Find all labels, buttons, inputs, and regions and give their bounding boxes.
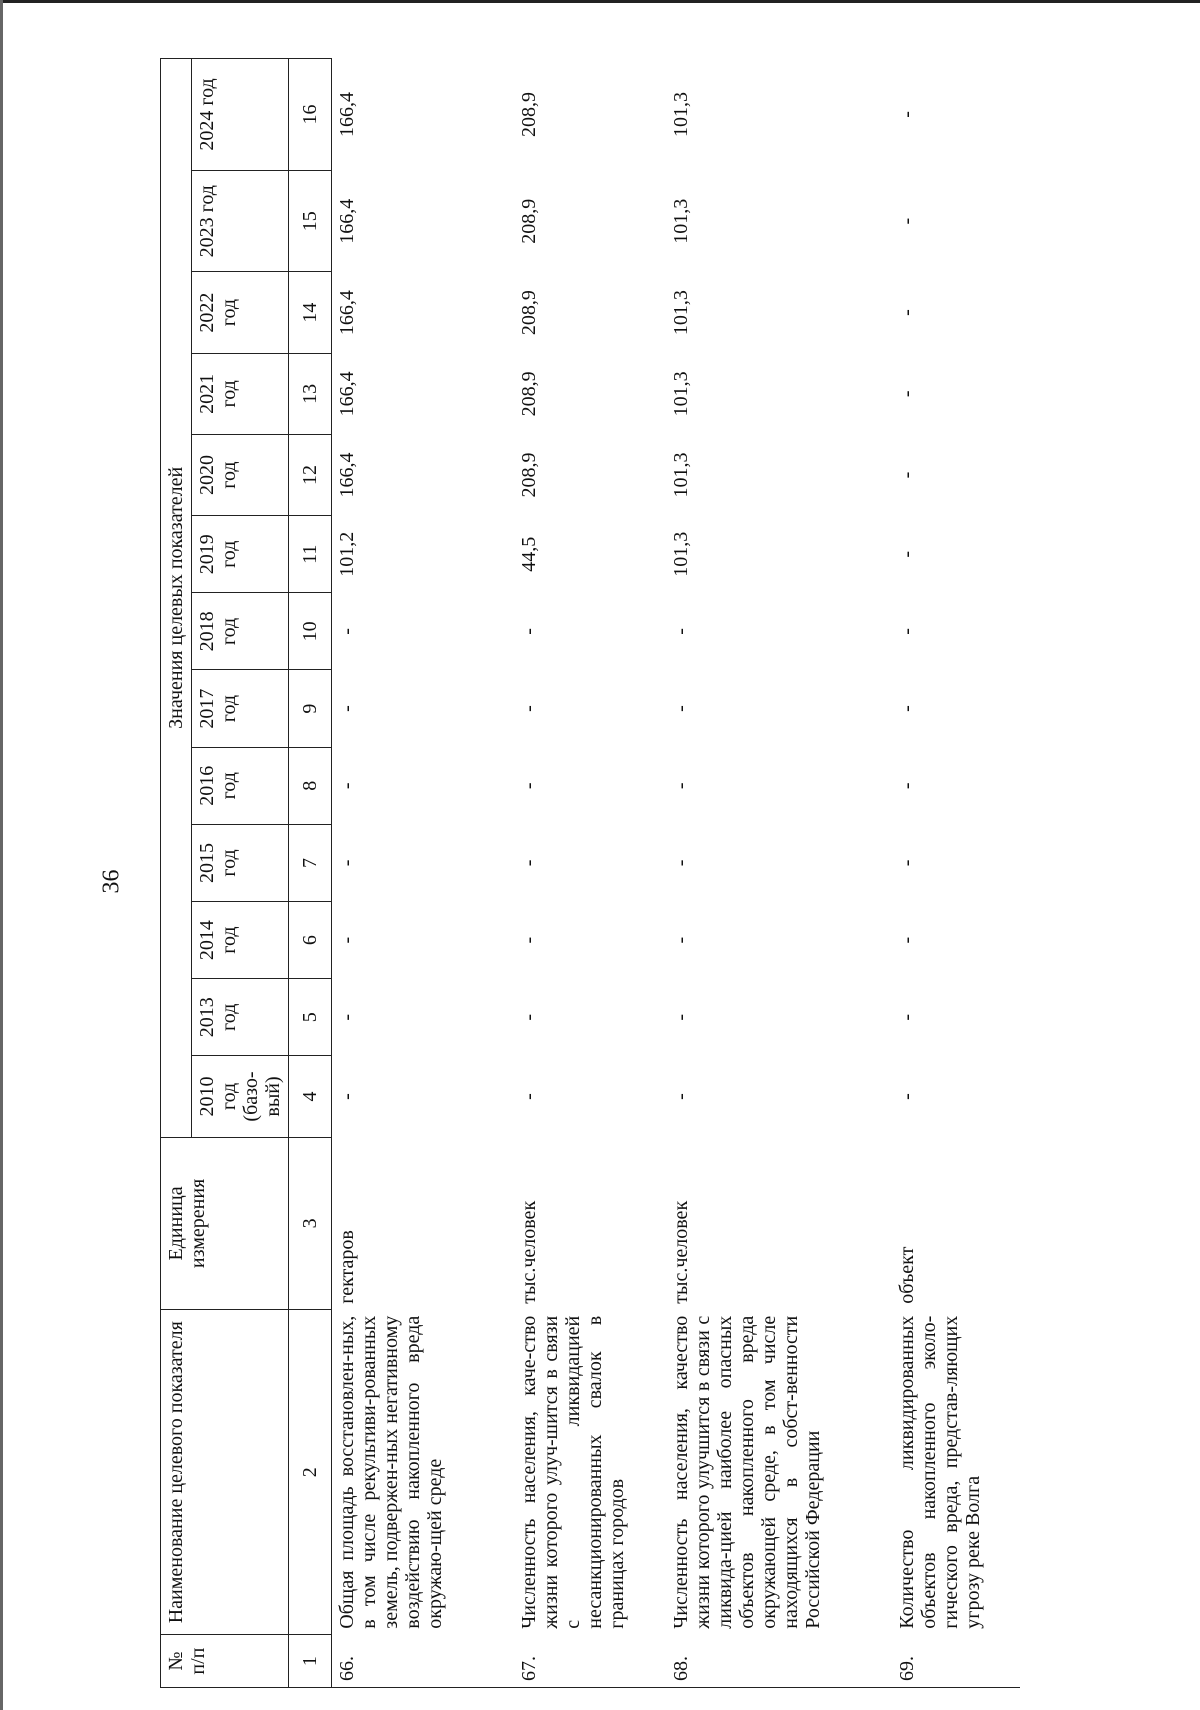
indicator-name: Количество ликвидированных объектов накопленного эколо-гического вреда, представ-ляющих угрозу реке Волга bbox=[896, 1315, 984, 1629]
indicator-value: - bbox=[518, 1093, 540, 1100]
indicator-value: 101,3 bbox=[670, 371, 692, 417]
indicator-value: 166,4 bbox=[336, 290, 358, 336]
indicator-value: - bbox=[670, 628, 692, 635]
indicator-value: 101,3 bbox=[670, 290, 692, 336]
column-number: 8 bbox=[289, 747, 332, 824]
column-number: 1 bbox=[289, 1635, 332, 1688]
indicator-value: 208,9 bbox=[518, 290, 540, 336]
page-number: 36 bbox=[98, 869, 125, 894]
indicator-value: - bbox=[896, 936, 918, 944]
column-number: 16 bbox=[289, 59, 332, 171]
indicator-value: 101,3 bbox=[670, 91, 692, 137]
header-year: 2016 год bbox=[192, 747, 289, 824]
indicator-value: 208,9 bbox=[518, 91, 540, 137]
column-number: 11 bbox=[289, 516, 332, 593]
header-year: 2019 год bbox=[192, 516, 289, 593]
indicator-value: 166,4 bbox=[336, 91, 358, 137]
indicator-value: - bbox=[896, 217, 918, 225]
header-row-1 bbox=[161, 59, 192, 1688]
indicator-value: - bbox=[518, 782, 540, 790]
column-number: 6 bbox=[289, 902, 332, 979]
column-number: 15 bbox=[289, 170, 332, 272]
scan-top-border bbox=[0, 0, 1200, 3]
indicator-value: - bbox=[336, 1013, 358, 1021]
header-col-name: Наименование целевого показателя bbox=[161, 1310, 289, 1635]
indicator-name: Численность населения, каче-ство жизни которого улуч-шится в связи с ликвидацией несанкционированных свалок в границах городов bbox=[518, 1315, 628, 1629]
column-number: 12 bbox=[289, 434, 332, 515]
indicator-value: 166,4 bbox=[336, 198, 358, 244]
column-number: 5 bbox=[289, 979, 332, 1056]
indicator-value: - bbox=[336, 628, 358, 635]
column-number: 7 bbox=[289, 824, 332, 901]
indicator-value: 44,5 bbox=[518, 536, 540, 572]
indicator-value: - bbox=[336, 859, 358, 867]
indicator-value: - bbox=[896, 309, 918, 316]
indicator-value: - bbox=[518, 628, 540, 635]
indicator-value: - bbox=[896, 859, 918, 867]
row-number: 67. bbox=[514, 1635, 666, 1688]
indicator-value: 208,9 bbox=[518, 452, 540, 498]
header-col-num: № п/п bbox=[161, 1635, 289, 1688]
row-number: 68. bbox=[666, 1635, 892, 1688]
header-year: 2022 год bbox=[192, 272, 289, 353]
header-year: 2013 год bbox=[192, 979, 289, 1056]
header-year: 2015 год bbox=[192, 824, 289, 901]
indicator-value: 208,9 bbox=[518, 198, 540, 244]
indicator-value: - bbox=[336, 782, 358, 790]
column-number: 10 bbox=[289, 593, 332, 670]
indicator-value: 101,3 bbox=[670, 531, 692, 577]
column-number: 2 bbox=[289, 1310, 332, 1635]
scan-left-border bbox=[0, 0, 3, 1710]
indicator-value: 101,2 bbox=[336, 531, 358, 577]
header-year: 2021 год bbox=[192, 353, 289, 434]
indicator-value: - bbox=[518, 705, 540, 712]
indicator-value: - bbox=[670, 859, 692, 867]
indicator-value: - bbox=[336, 1093, 358, 1100]
indicator-value: - bbox=[670, 782, 692, 790]
table-row bbox=[332, 59, 515, 1688]
header-year: 2014 год bbox=[192, 902, 289, 979]
header-year: 2010 год (базо-вый) bbox=[192, 1056, 289, 1137]
table-row bbox=[514, 59, 666, 1688]
header-col-unit: Единица измерения bbox=[161, 1137, 289, 1310]
indicator-value: - bbox=[896, 471, 918, 479]
indicator-value: - bbox=[896, 390, 918, 398]
indicator-name: Общая площадь восстановлен-ных, в том числе рекультиви-рованных земель, подвержен-ных негативному воздействию накопленного вреда окружаю-щей среде bbox=[336, 1315, 446, 1629]
indicator-value: 101,3 bbox=[670, 198, 692, 244]
indicator-name: Численность населения, качество жизни которого улучшится в связи с ликвида-цией наиболее опасных объектов накопленного вреда окружающей среде, в том числе находящихся в собст-венности Российской Федерации bbox=[670, 1315, 824, 1629]
indicator-value: - bbox=[896, 628, 918, 635]
header-values-group: Значения целевых показателей bbox=[161, 59, 192, 1138]
indicator-value: 166,4 bbox=[336, 452, 358, 498]
indicator-value: - bbox=[518, 859, 540, 867]
column-number: 14 bbox=[289, 272, 332, 353]
indicator-value: - bbox=[670, 1093, 692, 1100]
header-year: 2023 год bbox=[192, 170, 289, 272]
column-number-row bbox=[289, 59, 332, 1688]
header-year: 2024 год bbox=[192, 59, 289, 171]
table-row bbox=[892, 59, 1020, 1688]
indicator-value: 208,9 bbox=[518, 371, 540, 417]
column-number: 4 bbox=[289, 1056, 332, 1137]
column-number: 13 bbox=[289, 353, 332, 434]
unit-of-measure: объект bbox=[896, 1246, 918, 1304]
indicator-value: - bbox=[896, 1093, 918, 1100]
unit-of-measure: тыс.человек bbox=[518, 1200, 540, 1304]
indicator-value: - bbox=[896, 705, 918, 712]
indicator-value: - bbox=[896, 782, 918, 790]
row-number: 69. bbox=[892, 1635, 1020, 1688]
column-number: 3 bbox=[289, 1137, 332, 1310]
indicator-value: - bbox=[670, 705, 692, 712]
indicator-value: - bbox=[670, 1013, 692, 1021]
target-indicators-table bbox=[160, 58, 1020, 1688]
table-row bbox=[666, 59, 892, 1688]
rotated-table-container bbox=[160, 58, 1100, 1688]
indicator-value: - bbox=[518, 936, 540, 944]
unit-of-measure: гектаров bbox=[336, 1230, 358, 1304]
header-year: 2017 год bbox=[192, 670, 289, 747]
header-year: 2018 год bbox=[192, 593, 289, 670]
indicator-value: - bbox=[518, 1013, 540, 1021]
indicator-value: 101,3 bbox=[670, 452, 692, 498]
header-year: 2020 год bbox=[192, 434, 289, 515]
indicator-value: 166,4 bbox=[336, 371, 358, 417]
indicator-value: - bbox=[896, 111, 918, 118]
indicator-value: - bbox=[896, 1013, 918, 1021]
indicator-value: - bbox=[896, 550, 918, 558]
indicator-value: - bbox=[336, 705, 358, 712]
column-number: 9 bbox=[289, 670, 332, 747]
row-number: 66. bbox=[332, 1635, 515, 1688]
unit-of-measure: тыс.человек bbox=[670, 1200, 692, 1304]
indicator-value: - bbox=[670, 936, 692, 944]
indicator-value: - bbox=[336, 936, 358, 944]
